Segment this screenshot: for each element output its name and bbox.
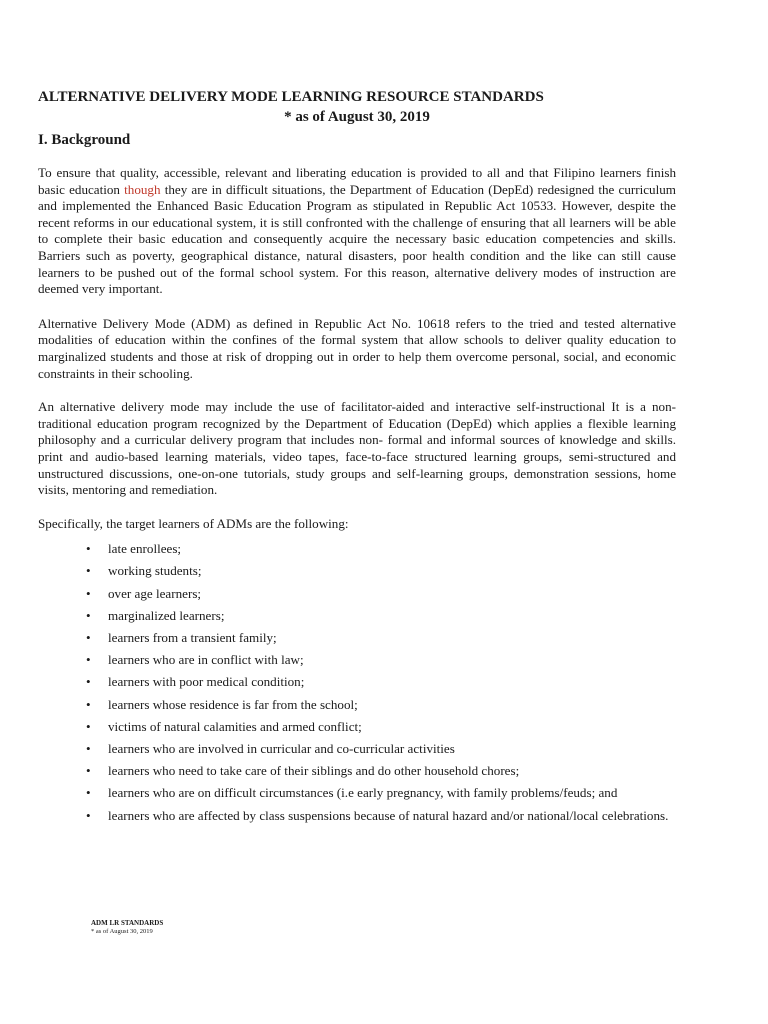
target-learner-item [38, 630, 676, 647]
target-learner-item [38, 563, 676, 580]
target-learner-text: learners with poor medical condition; [108, 674, 305, 690]
bullet-icon: • [86, 630, 91, 646]
target-learner-item [38, 541, 676, 558]
document-subtitle: * as of August 30, 2019 [284, 109, 430, 125]
bullet-icon: • [86, 763, 91, 779]
target-learners-intro: Specifically, the target learners of ADMs are the following: [38, 515, 349, 531]
bullet-icon: • [86, 696, 91, 712]
bullet-icon: • [86, 585, 91, 601]
target-learner-text: learners who are involved in curricular and co-curricular activities [108, 740, 455, 756]
background-paragraph-2: Alternative Delivery Mode (ADM) as defined in Republic Act No. 10618 refers to the tried and tested alternative modalities of education within the confines of the formal system that allow schools to deliver quality education to marginalized students and those at risk of dropping out in order to help them overcome personal, social, and economic constraints in their schooling. [38, 315, 676, 381]
footer-date: * as of August 30, 2019 [91, 928, 153, 935]
bullet-icon: • [86, 740, 91, 756]
target-learner-text: victims of natural calamities and armed conflict; [108, 718, 362, 734]
target-learner-text: learners from a transient family; [108, 630, 277, 646]
bullet-icon: • [86, 807, 91, 823]
bullet-icon: • [86, 607, 91, 623]
paragraph-1-text-end: they are in difficult situations, the Department of Education (DepEd) redesigned the curriculum and implemented the Enhanced Basic Education Program as stipulated in Republic Act 10533. However, despite the recent reforms in our educational system, it is still confronted with the challenge of ensuring that all learners will be able to complete their basic education and consequently acquire the necessary basic education competencies and skills. Barriers such as poverty, geographical distance, natural disasters, poor health condition and the like can still cause learners to be pushed out of the formal school system. For this reason, alternative delivery modes of instruction are deemed very important. [38, 181, 676, 297]
target-learner-item [38, 719, 676, 736]
highlighted-word: though [124, 181, 161, 197]
bullet-icon: • [86, 652, 91, 668]
section-heading: I. Background [38, 132, 131, 148]
target-learners-list [38, 541, 676, 824]
target-learner-text: late enrollees; [108, 541, 182, 557]
target-learner-item [38, 785, 676, 802]
target-learner-item [38, 763, 676, 780]
target-learner-item [38, 808, 676, 825]
page-footer [91, 919, 163, 936]
target-learner-text: learners who are affected by class suspensions because of natural hazard and/or national/local celebrations. [108, 807, 669, 823]
target-learner-text: learners who need to take care of their siblings and do other household chores; [108, 763, 520, 779]
target-learner-item [38, 741, 676, 758]
bullet-icon: • [86, 563, 91, 579]
bullet-icon: • [86, 785, 91, 801]
document-title: ALTERNATIVE DELIVERY MODE LEARNING RESOURCE STANDARDS [38, 89, 544, 105]
bullet-icon: • [86, 541, 91, 557]
background-paragraph-3: An alternative delivery mode may include the use of facilitator-aided and interactive self-instructional It is a non- traditional education program recognized by the Department of Education (DepEd) which applies a flexible learning philosophy and a curricular delivery program that includes non- formal and informal sources of knowledge and skills. print and audio-based learning materials, video tapes, face-to-face structured learning groups, semi-structured and unstructured discussions, one-on-one tutorials, study groups and self-learning groups, demonstration sessions, home visits, mentoring and remediation. [38, 399, 676, 498]
target-learner-text: learners who are in conflict with law; [108, 652, 304, 668]
target-learner-item [38, 674, 676, 691]
target-learner-text: over age learners; [108, 585, 202, 601]
target-learner-item [38, 586, 676, 603]
background-paragraph-1 [38, 165, 676, 298]
target-learner-text: working students; [108, 563, 202, 579]
footer-title: ADM LR STANDARDS [91, 919, 164, 927]
bullet-icon: • [86, 718, 91, 734]
paragraph-1-text-start: To ensure that quality, accessible, relevant and liberating education is provided to all and that Filipino learners finish basic education [38, 165, 676, 197]
target-learner-item [38, 697, 676, 714]
target-learner-text: marginalized learners; [108, 607, 225, 623]
target-learner-item [38, 652, 676, 669]
target-learner-text: learners whose residence is far from the school; [108, 696, 358, 712]
target-learner-text: learners who are on difficult circumstances (i.e early pregnancy, with family problems/feuds; and [108, 785, 618, 801]
bullet-icon: • [86, 674, 91, 690]
target-learner-item [38, 608, 676, 625]
document-page [38, 88, 676, 830]
